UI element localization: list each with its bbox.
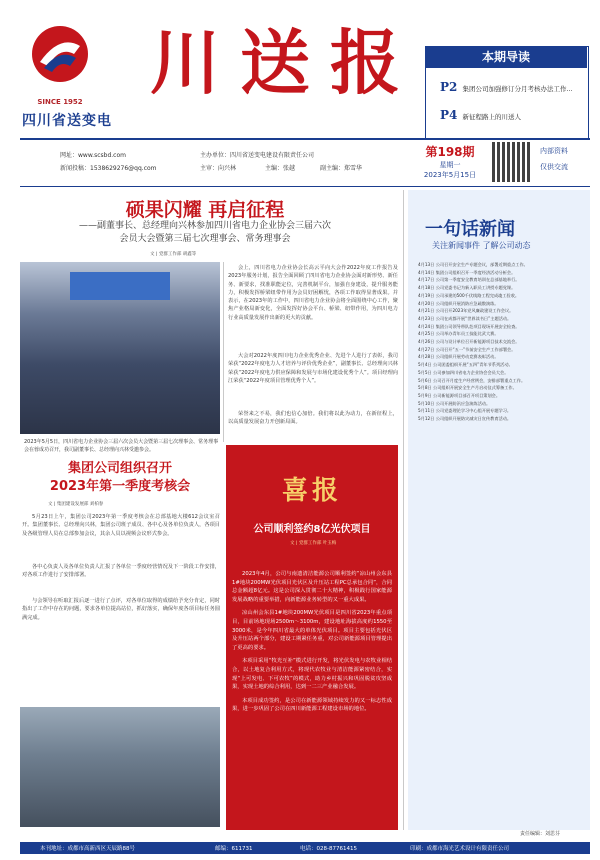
news-item: 4月27日 公司召开“五一”节前安全生产工作部署会。 [418, 346, 516, 352]
issue-date: 2023年5月15日 [423, 171, 477, 179]
article2-byline: 文 | 集团建设发展部 刘柏春 [48, 502, 104, 507]
guide-item[interactable] [440, 76, 573, 95]
article2-title-1: 集团公司组织召开 [67, 461, 172, 476]
since-label: SINCE 1952 [37, 98, 83, 106]
news-item: 4月18日 公司党委书记为新入职员工讲授专题党课。 [418, 285, 516, 291]
internal-note-2: 仅供交流 [540, 163, 568, 171]
news-item: 5月8日 公司组织开展安全生产月启动仪式筹备工作。 [418, 385, 517, 391]
news-item: 4月23日 公司在成都开展“世界读书日”主题活动。 [418, 315, 512, 321]
news-item: 5月12日 公司组织开展防灾减灾日宣传教育活动。 [418, 416, 512, 422]
company-logo-icon [30, 24, 90, 84]
guide-page: P2 [440, 80, 458, 94]
masthead-rule-bottom [20, 186, 590, 187]
guide-title: 本期导读 [481, 50, 530, 64]
news-item: 4月14日 集团公司组织召开一季度经济活动分析会。 [418, 269, 516, 275]
footer-printer: 印刷：成都市海光艺术设计有限责任公司 [410, 846, 510, 852]
footer-phone: 电话：028-87761415 [300, 846, 357, 852]
one-line-news-list [418, 262, 586, 424]
issue-number: 第198期 [425, 145, 475, 159]
one-line-news-subtitle: 关注新闻事件 了解公司动态 [432, 241, 531, 250]
poster-paragraph: 2023年4月，公司与南遗清洁能源公司顺利签约“凉山州会东县1#地块200MW光伏项目光伏区及升压站工程PC总承包合同”，合同总金额超8亿元。这是公司深入贯彻二十大精神，积极践行国家能源发展战略的重要举措，向新能源业务转型的又一重大成果。 [232, 571, 392, 603]
guide-text: 集团公司加强修订分月考核办法工作... [462, 85, 573, 93]
poster-paragraph: 凉山州会东县1#地块200MW光伏项目是四川省2023年重点项目，目前场地现场2500m～3100m，建设地址海拔高度约1550至3000米，是今年四川省最大的单体光伏项目。项目主要包括光伏区及升压站两个部分，建设工期紧任务重，对公司新能源项目管理提出了更高的要求。 [232, 610, 392, 651]
poster-body [232, 570, 392, 719]
article2-paragraph-1: 5月23日上午，集团公司2023年第一季度考核会在总部基地大楼612会议室召开。集团董事长、总经理向兴林，集团公司班子成员、各中心及各单位负责人，各项目及各级管理人员在总部参加会议，其余人员以视频会议形式参会。 [22, 514, 220, 537]
deputy-editor-text: 副主编：郑雪华 [320, 165, 363, 172]
internal-note-1: 内部资料 [540, 147, 568, 155]
news-item: 5月5日 公司参加四川省电力企业协会会员大会。 [418, 369, 509, 375]
poster-subtitle: 公司顺利签约8亿光伏项目 [253, 524, 371, 535]
photo-caption: 2023年5月5日，四川省电力企业协会三届六次会员大会暨第三届七次理事会、常务理事会在蓉成功召开，我司副董事长、总经理向兴林受邀参会。 [24, 439, 219, 453]
news-item: 4月24日 集团公司领导带队赴项目现场开展安全检查。 [418, 323, 520, 329]
editor-chief-text: 主编：张越 [265, 165, 296, 172]
meeting-room-photo [20, 707, 220, 827]
news-item: 5月9日 公司新能源项目部召开项目策划会。 [418, 392, 501, 398]
email-text[interactable]: 新闻投稿：1538629276@qq.com [60, 165, 157, 172]
guide-text: 新征程路上的川送人 [462, 113, 521, 121]
headline-subtitle-1: ——副董事长、总经理向兴林参加四川省电力企业协会三届六次 [78, 221, 331, 231]
column-divider [223, 262, 224, 442]
poster-paragraph: 本项目成功签约，是公司在新能源领域持续发力的又一标志性成果，进一步巩固了公司在四川新能源工程建设市场的地位。 [232, 697, 392, 713]
guide-page: P4 [440, 108, 458, 122]
sponsor-text: 主办单位：四川省送变电建设有限责任公司 [200, 152, 315, 159]
news-item: 4月21日 公司召开2023年党风廉政建设工作会议。 [418, 308, 514, 314]
news-item: 4月17日 公司第一季度安全教育培训在总部基地举行。 [418, 277, 520, 283]
footer-postcode: 邮编：611731 [215, 846, 253, 852]
poster-byline: 文 | 党群工作部 叶玉梅 [290, 541, 337, 546]
one-line-news-title: 一句话新闻 [425, 219, 515, 240]
responsible-editor: 责任编辑：刘思芬 [520, 831, 561, 837]
news-item: 4月19日 公司承建的500千伏线路工程完成竣工验收。 [418, 292, 520, 298]
news-item: 5月10日 公司开展防汛应急演练活动。 [418, 400, 491, 406]
headline-subtitle-2: 会员大会暨第三届七次理事会、常务理事会 [119, 234, 291, 244]
masthead-rule [20, 138, 590, 140]
article1-paragraph-3: 荣誉来之不易，我们也信心加倍。我们将以此为动力，在新征程上，以高质量发展奋力开创新局面。 [228, 411, 398, 426]
website-text[interactable]: 网址：www.scsbd.com [60, 152, 126, 159]
news-item: 4月25日 公司举办青年员工技能比武大赛。 [418, 331, 499, 337]
poster-title: 喜报 [281, 476, 342, 506]
headline-byline: 文 | 党群工作部 胡鑫等 [150, 252, 197, 257]
news-item: 5月11日 公司党委理论学习中心组开展专题学习。 [418, 408, 512, 414]
footer-address: 本刊地址：成都市高新西区天辰路88号 [40, 846, 135, 852]
article1-paragraph-2: 大会对2022年度四川电力企业优秀企业、先进个人进行了表彰，我司荣获“2022年度电力人才培养与评价优秀企业”，副董事长、总经理向兴林荣获“2022年度电力供应保障和发展与市场化建设优秀个人”。项目经理向江荣获“2022年度项目管理优秀个人”。 [228, 353, 398, 384]
qr-code-icon[interactable] [492, 142, 532, 182]
poster-paragraph: 本项目采用“牧光互补”模式进行开发，将光伏发电与农牧业相结合，以土地复合利用方式，将现代农牧业与清洁能源紧密结合，实现“上可发电、下可农牧”的模式，助力乡村振兴和巩固脱贫攻坚成果，实现土地的综合利用，达到一二三产业融合发展。 [232, 658, 392, 691]
newspaper-title: 川送报 [150, 21, 420, 104]
guide-item[interactable] [440, 104, 521, 123]
chief-text: 主审：向兴林 [200, 165, 237, 172]
news-item: 4月20日 公司组织开展消防应急疏散演练。 [418, 300, 499, 306]
stage-screen [70, 272, 170, 300]
news-item: 4月26日 公司与设计单位召开新能源项目技术交流会。 [418, 339, 520, 345]
article2-paragraph-2: 各中心负责人及各单位负责人汇报了各单位一季度经营情况及下一阶段工作安排，对各项工作进行了安排部署。 [22, 564, 220, 579]
news-item: 5月4日 公司团委组织开展“五四”青年节系列活动。 [418, 362, 513, 368]
news-item: 4月28日 公司组织开展劳动竞赛表彰活动。 [418, 354, 499, 360]
news-item: 5月6日 公司召开月度生产经营例会，安排部署重点工作。 [418, 377, 526, 383]
article2-title-2: 2023年第一季度考核会 [49, 479, 191, 494]
weekday: 星期一 [439, 161, 461, 169]
paper-name: 四川省送变电 [22, 113, 112, 129]
article1-paragraph-1: 会上，四川省电力企业协会长高云平向大会作2022年度工作报告及2023年服务计划，报告全面回顾了四川省电力企业协会面对新形势、新任务、新要求，找准职能定位，完善机制平台，加强自身建设，提升服务能力，积极发挥桥梁纽带作用为会员好困解忧，各项工作取得显著成果。并表示，在2023年的工作中，四川省电力企业协会将全面围绕中心工作，聚焦产业格局新变化，全面发挥好协会平台、桥梁、纽带作用，为四川电力行业高质量发展作出新的更大的贡献。 [228, 265, 398, 321]
news-item: 4月13日 公司召开安全生产专题会议，部署近期重点工作。 [418, 262, 528, 267]
article2-paragraph-3: 与会领导在听取汇报后逐一进行了点评，对各单位取得的成绩给予充分肯定，同时指出了工作中存在的问题，要求各单位提高站位，抓好落实，确保年度各项目标任务圆满完成。 [22, 598, 220, 621]
headline-title: 硕果闪耀 再启征程 [125, 199, 285, 221]
column-divider [403, 190, 404, 830]
